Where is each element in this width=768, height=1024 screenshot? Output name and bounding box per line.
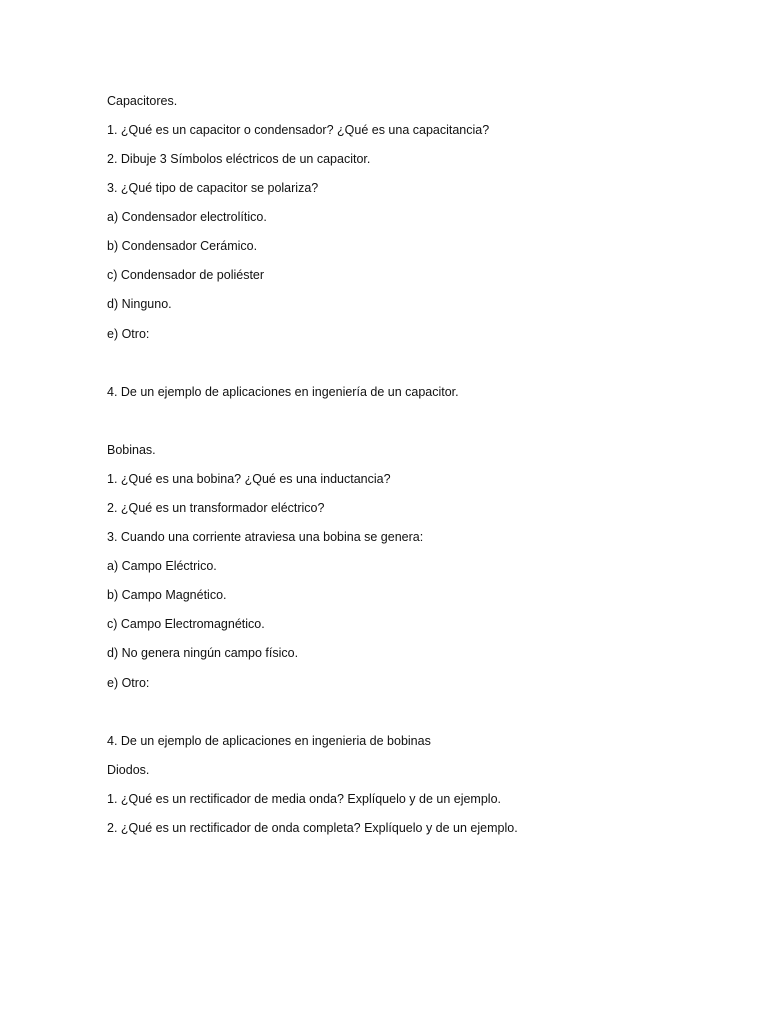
bobinas-question-1: 1. ¿Qué es una bobina? ¿Qué es una inductancia? <box>107 472 391 486</box>
capacitores-question-2: 2. Dibuje 3 Símbolos eléctricos de un capacitor. <box>107 152 371 166</box>
bobinas-question-3: 3. Cuando una corriente atraviesa una bobina se genera: <box>107 530 424 544</box>
diodos-question-2: 2. ¿Qué es un rectificador de onda completa? Explíquelo y de un ejemplo. <box>107 821 518 835</box>
bobinas-option-b: b) Campo Magnético. <box>107 588 227 602</box>
section-heading-bobinas: Bobinas. <box>107 443 156 457</box>
capacitores-question-4: 4. De un ejemplo de aplicaciones en ingeniería de un capacitor. <box>107 385 459 399</box>
section-heading-capacitores: Capacitores. <box>107 94 178 108</box>
bobinas-option-c: c) Campo Electromagnético. <box>107 617 265 631</box>
capacitores-option-e: e) Otro: <box>107 327 150 341</box>
bobinas-question-2: 2. ¿Qué es un transformador eléctrico? <box>107 501 325 515</box>
bobinas-option-a: a) Campo Eléctrico. <box>107 559 217 573</box>
bobinas-option-d: d) No genera ningún campo físico. <box>107 646 299 660</box>
capacitores-option-d: d) Ninguno. <box>107 297 172 311</box>
capacitores-option-c: c) Condensador de poliéster <box>107 268 265 282</box>
capacitores-option-a: a) Condensador electrolítico. <box>107 210 267 224</box>
capacitores-option-b: b) Condensador Cerámico. <box>107 239 258 253</box>
capacitores-question-3: 3. ¿Qué tipo de capacitor se polariza? <box>107 181 319 195</box>
diodos-question-1: 1. ¿Qué es un rectificador de media onda? Explíquelo y de un ejemplo. <box>107 792 501 806</box>
bobinas-option-e: e) Otro: <box>107 676 150 690</box>
capacitores-question-1: 1. ¿Qué es un capacitor o condensador? ¿Qué es una capacitancia? <box>107 123 490 137</box>
section-heading-diodos: Diodos. <box>107 763 150 777</box>
bobinas-question-4: 4. De un ejemplo de aplicaciones en ingenieria de bobinas <box>107 734 431 748</box>
